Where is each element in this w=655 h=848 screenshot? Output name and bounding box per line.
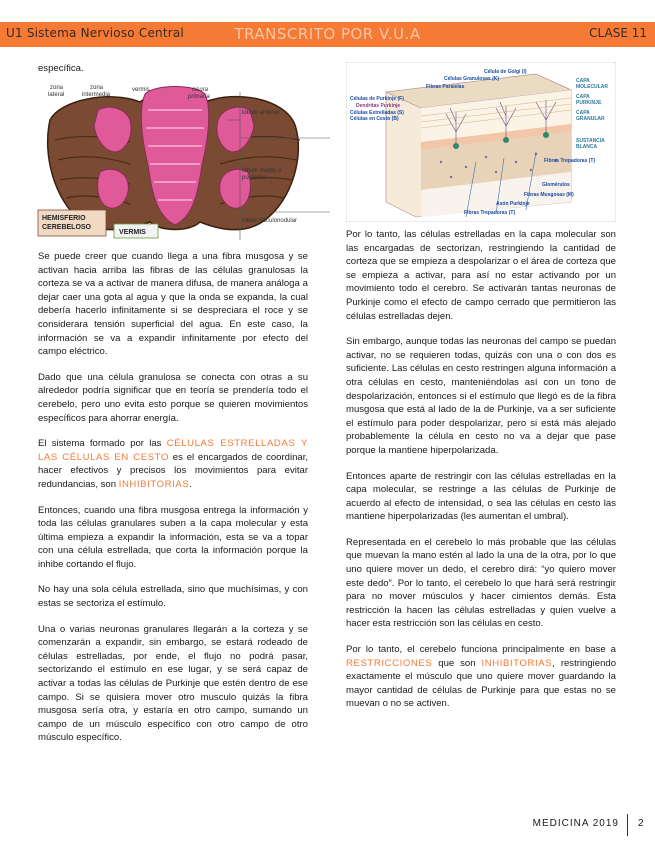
paragraph: Se puede creer que cuando llega a una fibra musgosa y se activan hacia arriba las fibras de las células granulosas la corteza se va a activar de manera difusa, de manera análoga a dejar caer una gota al agua y que la onda se expanda, la cual debería hacerlo infinitamente si se despreciara el roce y se considerara tensión superficial del agua. En este caso, la información se va a expandir infinitamente por efecto del campo eléctrico. [38, 251, 308, 358]
label-granulosas: Células Granulosas (K) [444, 76, 500, 82]
label-capa-molecular: CAPA MOLECULAR [576, 78, 608, 90]
label-cesto: Células en Cesto (B) [350, 116, 399, 122]
paragraph: Entonces aparte de restringir con las células estrelladas en la capa molecular, se restringe a las células de Purkinje de acuerdo al efecto de intensidad, o sea las células en cesto las mantiene hiperpolarizadas (les aumentan el umbral). [346, 470, 616, 523]
label-zona-lateral: zona lateral [48, 85, 65, 98]
footer-divider [627, 814, 628, 836]
label-lobulo-floculonodular: lóbulo floculonodular [242, 218, 298, 224]
label-estrelladas: Células Estrelladas (S) [350, 110, 404, 116]
transcriber-watermark: TRANSCRITO POR V.U.A [234, 25, 421, 43]
highlight-restricciones: RESTRICCIONES [346, 657, 433, 669]
right-column [346, 228, 616, 723]
label-axon-purkinje: Axón Purkinje [496, 201, 530, 207]
label-musgosas: Fibras Musgosas (M) [524, 192, 574, 198]
unit-title: U1 Sistema Nervioso Central [6, 26, 184, 40]
paragraph: Dado que una célula granulosa se conecta con otras a su alrededor podría significar que en teoría se prendería todo el cerebelo, pero uno evita esto porque se quieren movimientos específicos para ahorrar energía. [38, 371, 308, 424]
label-cisura-primaria: cisura primaria [188, 87, 210, 100]
course-label: MEDICINA 2019 [532, 818, 619, 829]
paragraph-restrictions: Por lo tanto, el cerebelo funciona principalmente en base a RESTRICCIONES que son INHIBITORIAS, restringiendo exactamente el músculo que uno quiere mover guardando la mayor cantidad de células de Purkinje para que estas no se muevan o no se activen. [346, 644, 617, 710]
paragraph-inhibitory-system: El sistema formado por las CÉLULAS ESTRELLADAS Y LAS CÉLULAS EN CESTO es el encargados de coordinar, hacer efectivos y precisos los movimientos para evitar redundancias, son INHIBITORIAS. [38, 438, 308, 490]
page-header [0, 22, 655, 47]
label-zona-intermedia: zona intermedia [82, 85, 111, 98]
highlight-stellate-basket: CÉLULAS ESTRELLADAS Y LAS CÉLULAS EN CESTO [38, 438, 308, 463]
label-capa-granular: CAPA GRANULAR [576, 110, 605, 122]
paragraph: Por lo tanto, las células estrelladas en la capa molecular son las encargadas de sectorizan, restringiendo la cantidad de corteza que se empieza a despolarizar o el área de corteza que se empieza a activar, para así no estar activando por un movimiento todo el cerebro. Se activarán tantas neuronas de Purkinje como el efecto de campo cerrado que permitieron las células estrelladas dejen. [346, 229, 616, 322]
label-lobulo-anterior: lóbulo anterior [242, 110, 281, 116]
label-fibras-paralelas: Fibras Paralelas [426, 84, 465, 90]
label-sustancia-blanca: SUSTANCIA BLANCA [576, 138, 605, 150]
intro-fragment: específica. [38, 63, 84, 74]
label-lobulo-medio: lóbulo medio o posterior [242, 168, 282, 181]
paragraph: Una o varias neuronas granulares llegarán a la corteza y se comenzarán a expandir, sin embargo, se estará rodeado de células estrelladas, por ende, el flujo no podrá pasar, sectorizando el estímulo en ese lugar, y se será capaz de activar a todas las células de Purkinje que estén dentro de ese campo. Si se quisiera mover otro musculo quizás la fibra musgosa sería otra, y estaría en otro campo, sumando un campo de un músculo específico con otro campo de otro músculo específico. [38, 623, 308, 744]
hemisferio-box [38, 210, 106, 236]
highlight-inhibitorias: INHIBITORIAS [118, 478, 190, 490]
label-purkinje-cells: Células de Purkinje (F) [350, 96, 404, 102]
left-column [38, 62, 308, 76]
paragraph: Sin embargo, aunque todas las neuronas del campo se puedan activar, no se requieren todas, quizás con una o con dos es suficiente. Las células en cesto restringen alguna información a otra células en cesto, manteniéndolas así con un tono de despolarización, entonces si el estímulo que llegó es de la fibra musgosa que está al lado de la de Purkinje, va a ser suficiente el estímulo para poder despolarizar, pero si está más alejado probablemente la célula en cesto no va a dejar que pase porque la mantiene hiperpolarizada. [346, 336, 616, 456]
highlight-inhibitorias: INHIBITORIAS [481, 657, 553, 669]
class-number: CLASE 11 [589, 26, 647, 40]
label-vermis-top: vermis [132, 87, 150, 93]
paragraph: Entonces, cuando una fibra musgosa entrega la información y toda las células granulares suben a la capa molecular y esta última empieza a expandir la información, esta se va a topar con una célula estrellada, que corta la información porque la inhibe cortando el flujo. [38, 504, 308, 570]
label-trepadoras-bottom: Fibras Trepadoras (T) [464, 210, 516, 216]
paragraph: Representada en el cerebelo lo más probable que las células que muevan la mano estén al lado la una de la otra, por lo que uno quiere mover un dedo, el cerebro dirá: “yo quiero mover este dedo”. Por lo tanto, el cerebelo lo que hará será restringir para no mover músculos y hacer cimientos demás. Esta restricción la hacen las células estrelladas y quien vuelve a hacer esta restricción son las células en cesto. [346, 536, 616, 630]
cerebellum-diagram [30, 80, 330, 245]
label-dendritas: Dendritas Purkinje [356, 103, 401, 109]
label-vermis-bottom: VERMIS [119, 229, 146, 236]
paragraph: No hay una sola célula estrellada, sino que muchísimas, y con estas se sectoriza el estímulo. [38, 584, 308, 610]
label-glomerulos: Glomérulos [542, 182, 570, 188]
cerebellar-cortex-diagram [346, 62, 616, 222]
page-footer [0, 814, 655, 840]
label-hemisferio: HEMISFERIO CEREBELOSO [42, 215, 92, 231]
label-trepadoras-top: Fibras Trepadoras (T) [544, 158, 596, 164]
left-column-body [38, 250, 308, 757]
page-number: 2 [638, 818, 644, 829]
label-capa-purkinje: CAPA PURKINJE [576, 94, 602, 106]
label-golgi: Célula de Golgi (I) [484, 69, 527, 75]
